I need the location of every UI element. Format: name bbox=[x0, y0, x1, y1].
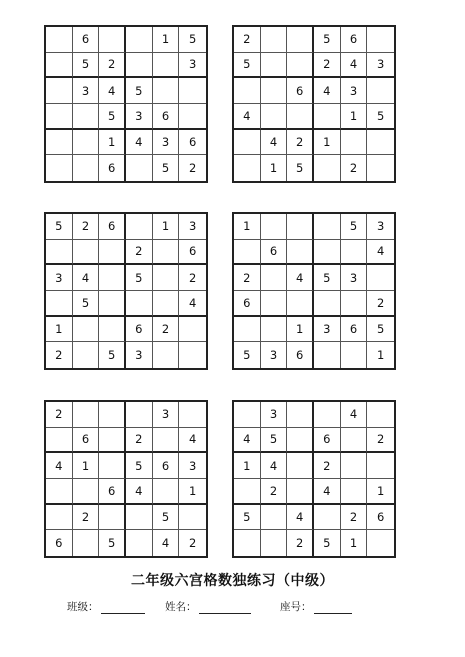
given-cell: 5 bbox=[234, 53, 261, 79]
empty-cell[interactable] bbox=[367, 402, 394, 428]
sudoku-grid-1 bbox=[44, 25, 208, 183]
given-cell: 1 bbox=[341, 530, 368, 556]
given-cell: 3 bbox=[261, 402, 288, 428]
empty-cell[interactable] bbox=[179, 402, 206, 428]
given-cell: 4 bbox=[287, 505, 314, 531]
given-cell: 2 bbox=[234, 265, 261, 291]
empty-cell[interactable] bbox=[314, 214, 341, 240]
empty-cell[interactable] bbox=[367, 530, 394, 556]
empty-cell[interactable] bbox=[46, 505, 73, 531]
empty-cell[interactable] bbox=[46, 240, 73, 266]
empty-cell[interactable] bbox=[287, 27, 314, 53]
given-cell: 2 bbox=[46, 402, 73, 428]
given-cell: 5 bbox=[234, 505, 261, 531]
worksheet-title: 二年级六宫格数独练习（中级） bbox=[131, 573, 334, 589]
empty-cell[interactable] bbox=[234, 130, 261, 156]
given-cell: 1 bbox=[73, 453, 100, 479]
given-cell: 1 bbox=[153, 27, 180, 53]
empty-cell[interactable] bbox=[99, 27, 126, 53]
given-cell: 6 bbox=[287, 342, 314, 368]
empty-cell[interactable] bbox=[153, 291, 180, 317]
empty-cell[interactable] bbox=[367, 27, 394, 53]
given-cell: 5 bbox=[367, 317, 394, 343]
given-cell: 3 bbox=[367, 53, 394, 79]
empty-cell[interactable] bbox=[73, 479, 100, 505]
given-cell: 2 bbox=[73, 214, 100, 240]
given-cell: 3 bbox=[341, 78, 368, 104]
empty-cell[interactable] bbox=[261, 104, 288, 130]
given-cell: 1 bbox=[99, 130, 126, 156]
given-cell: 3 bbox=[46, 265, 73, 291]
empty-cell[interactable] bbox=[153, 479, 180, 505]
empty-cell[interactable] bbox=[179, 78, 206, 104]
given-cell: 4 bbox=[73, 265, 100, 291]
name-blank[interactable] bbox=[199, 603, 251, 614]
given-cell: 5 bbox=[73, 291, 100, 317]
given-cell: 2 bbox=[46, 342, 73, 368]
given-cell: 2 bbox=[153, 317, 180, 343]
empty-cell[interactable] bbox=[261, 505, 288, 531]
empty-cell[interactable] bbox=[126, 530, 153, 556]
given-cell: 4 bbox=[179, 428, 206, 454]
empty-cell[interactable] bbox=[314, 104, 341, 130]
given-cell: 3 bbox=[153, 402, 180, 428]
empty-cell[interactable] bbox=[314, 240, 341, 266]
given-cell: 5 bbox=[179, 27, 206, 53]
given-cell: 5 bbox=[287, 155, 314, 181]
given-cell: 4 bbox=[126, 479, 153, 505]
given-cell: 4 bbox=[341, 53, 368, 79]
empty-cell[interactable] bbox=[73, 342, 100, 368]
given-cell: 6 bbox=[341, 27, 368, 53]
given-cell: 3 bbox=[126, 342, 153, 368]
given-cell: 6 bbox=[153, 453, 180, 479]
empty-cell[interactable] bbox=[153, 240, 180, 266]
given-cell: 6 bbox=[99, 214, 126, 240]
empty-cell[interactable] bbox=[46, 104, 73, 130]
empty-cell[interactable] bbox=[126, 402, 153, 428]
seat-blank[interactable] bbox=[314, 603, 352, 614]
given-cell: 6 bbox=[73, 428, 100, 454]
empty-cell[interactable] bbox=[234, 78, 261, 104]
empty-cell[interactable] bbox=[99, 453, 126, 479]
given-cell: 4 bbox=[99, 78, 126, 104]
empty-cell[interactable] bbox=[99, 428, 126, 454]
given-cell: 5 bbox=[153, 505, 180, 531]
empty-cell[interactable] bbox=[341, 428, 368, 454]
given-cell: 5 bbox=[314, 265, 341, 291]
given-cell: 5 bbox=[314, 530, 341, 556]
given-cell: 4 bbox=[179, 291, 206, 317]
given-cell: 6 bbox=[99, 479, 126, 505]
given-cell: 3 bbox=[179, 53, 206, 79]
empty-cell[interactable] bbox=[179, 104, 206, 130]
given-cell: 5 bbox=[126, 78, 153, 104]
empty-cell[interactable] bbox=[73, 155, 100, 181]
given-cell: 6 bbox=[73, 27, 100, 53]
empty-cell[interactable] bbox=[261, 530, 288, 556]
empty-cell[interactable] bbox=[341, 453, 368, 479]
name-label: 姓名： bbox=[165, 601, 197, 613]
empty-cell[interactable] bbox=[153, 428, 180, 454]
given-cell: 1 bbox=[314, 130, 341, 156]
given-cell: 1 bbox=[287, 317, 314, 343]
empty-cell[interactable] bbox=[46, 130, 73, 156]
empty-cell[interactable] bbox=[99, 291, 126, 317]
given-cell: 1 bbox=[261, 155, 288, 181]
empty-cell[interactable] bbox=[341, 240, 368, 266]
empty-cell[interactable] bbox=[179, 342, 206, 368]
given-cell: 4 bbox=[314, 78, 341, 104]
given-cell: 2 bbox=[179, 265, 206, 291]
empty-cell[interactable] bbox=[126, 214, 153, 240]
empty-cell[interactable] bbox=[287, 214, 314, 240]
given-cell: 5 bbox=[261, 428, 288, 454]
empty-cell[interactable] bbox=[261, 317, 288, 343]
class-field bbox=[67, 599, 145, 614]
name-field bbox=[165, 599, 251, 614]
empty-cell[interactable] bbox=[367, 155, 394, 181]
empty-cell[interactable] bbox=[126, 155, 153, 181]
empty-cell[interactable] bbox=[261, 265, 288, 291]
empty-cell[interactable] bbox=[261, 78, 288, 104]
sudoku-grid-5 bbox=[44, 400, 208, 558]
given-cell: 4 bbox=[287, 265, 314, 291]
empty-cell[interactable] bbox=[73, 240, 100, 266]
given-cell: 1 bbox=[153, 214, 180, 240]
empty-cell[interactable] bbox=[99, 240, 126, 266]
empty-cell[interactable] bbox=[234, 530, 261, 556]
given-cell: 4 bbox=[261, 130, 288, 156]
sudoku-grid-4 bbox=[232, 212, 396, 370]
given-cell: 3 bbox=[153, 130, 180, 156]
empty-cell[interactable] bbox=[46, 155, 73, 181]
empty-cell[interactable] bbox=[234, 155, 261, 181]
empty-cell[interactable] bbox=[287, 428, 314, 454]
given-cell: 3 bbox=[73, 78, 100, 104]
given-cell: 5 bbox=[367, 104, 394, 130]
given-cell: 6 bbox=[153, 104, 180, 130]
empty-cell[interactable] bbox=[314, 505, 341, 531]
given-cell: 4 bbox=[261, 453, 288, 479]
empty-cell[interactable] bbox=[234, 402, 261, 428]
empty-cell[interactable] bbox=[367, 130, 394, 156]
given-cell: 1 bbox=[179, 479, 206, 505]
empty-cell[interactable] bbox=[46, 78, 73, 104]
empty-cell[interactable] bbox=[261, 291, 288, 317]
empty-cell[interactable] bbox=[153, 53, 180, 79]
given-cell: 2 bbox=[287, 130, 314, 156]
empty-cell[interactable] bbox=[99, 402, 126, 428]
empty-cell[interactable] bbox=[153, 78, 180, 104]
empty-cell[interactable] bbox=[46, 27, 73, 53]
sudoku-grid-6 bbox=[232, 400, 396, 558]
empty-cell[interactable] bbox=[367, 78, 394, 104]
given-cell: 1 bbox=[341, 104, 368, 130]
seat-label: 座号： bbox=[280, 601, 312, 613]
empty-cell[interactable] bbox=[341, 291, 368, 317]
given-cell: 1 bbox=[46, 317, 73, 343]
given-cell: 4 bbox=[234, 104, 261, 130]
given-cell: 4 bbox=[46, 453, 73, 479]
given-cell: 2 bbox=[314, 53, 341, 79]
given-cell: 2 bbox=[341, 505, 368, 531]
given-cell: 2 bbox=[188, 161, 197, 176]
empty-cell[interactable] bbox=[46, 479, 73, 505]
empty-cell[interactable] bbox=[73, 317, 100, 343]
given-cell: 6 bbox=[126, 317, 153, 343]
empty-cell[interactable] bbox=[261, 27, 288, 53]
given-cell: 1 bbox=[234, 453, 261, 479]
given-cell: 2 bbox=[367, 291, 394, 317]
empty-cell[interactable] bbox=[314, 342, 341, 368]
empty-cell[interactable] bbox=[73, 104, 100, 130]
given-cell: 2 bbox=[126, 240, 153, 266]
given-cell: 3 bbox=[341, 265, 368, 291]
given-cell: 5 bbox=[314, 27, 341, 53]
given-cell: 2 bbox=[314, 453, 341, 479]
empty-cell[interactable] bbox=[341, 479, 368, 505]
empty-cell[interactable] bbox=[261, 53, 288, 79]
given-cell: 2 bbox=[341, 155, 368, 181]
given-cell: 3 bbox=[179, 214, 206, 240]
empty-cell[interactable] bbox=[287, 479, 314, 505]
empty-cell[interactable] bbox=[287, 240, 314, 266]
given-cell: 2 bbox=[99, 53, 126, 79]
given-cell: 4 bbox=[153, 530, 180, 556]
empty-cell[interactable] bbox=[153, 265, 180, 291]
given-cell: 6 bbox=[46, 530, 73, 556]
given-cell: 2 bbox=[188, 536, 197, 551]
class-blank[interactable] bbox=[101, 603, 145, 614]
empty-cell[interactable] bbox=[341, 342, 368, 368]
given-cell: 6 bbox=[261, 240, 288, 266]
given-cell: 5 bbox=[99, 104, 126, 130]
given-cell: 5 bbox=[46, 214, 73, 240]
given-cell: 2 bbox=[73, 505, 100, 531]
empty-cell[interactable] bbox=[234, 479, 261, 505]
empty-cell[interactable] bbox=[314, 155, 341, 181]
given-cell: 5 bbox=[153, 155, 180, 181]
given-cell: 6 bbox=[367, 505, 394, 531]
given-cell: 6 bbox=[341, 317, 368, 343]
class-label: 班级： bbox=[67, 601, 99, 613]
empty-cell[interactable] bbox=[126, 27, 153, 53]
given-cell: 6 bbox=[179, 130, 206, 156]
given-cell: 2 bbox=[234, 27, 261, 53]
given-cell: 6 bbox=[99, 155, 126, 181]
given-cell: 3 bbox=[314, 317, 341, 343]
given-cell: 5 bbox=[99, 530, 126, 556]
given-cell: 2 bbox=[261, 479, 288, 505]
given-cell: 2 bbox=[287, 530, 314, 556]
given-cell: 2 bbox=[367, 428, 394, 454]
given-cell: 3 bbox=[126, 104, 153, 130]
given-cell: 1 bbox=[234, 214, 261, 240]
given-cell: 4 bbox=[126, 130, 153, 156]
empty-cell[interactable] bbox=[287, 453, 314, 479]
given-cell: 6 bbox=[234, 291, 261, 317]
given-cell: 3 bbox=[179, 453, 206, 479]
given-cell: 1 bbox=[376, 348, 385, 363]
empty-cell[interactable] bbox=[314, 291, 341, 317]
empty-cell[interactable] bbox=[46, 53, 73, 79]
given-cell: 5 bbox=[99, 342, 126, 368]
empty-cell[interactable] bbox=[99, 317, 126, 343]
empty-cell[interactable] bbox=[367, 265, 394, 291]
given-cell: 2 bbox=[126, 428, 153, 454]
sudoku-grid-3 bbox=[44, 212, 208, 370]
given-cell: 4 bbox=[367, 240, 394, 266]
empty-cell[interactable] bbox=[234, 317, 261, 343]
given-cell: 4 bbox=[314, 479, 341, 505]
given-cell: 1 bbox=[367, 479, 394, 505]
given-cell: 5 bbox=[234, 342, 261, 368]
given-cell: 3 bbox=[261, 342, 288, 368]
empty-cell[interactable] bbox=[179, 317, 206, 343]
empty-cell[interactable] bbox=[99, 505, 126, 531]
given-cell: 6 bbox=[314, 428, 341, 454]
empty-cell[interactable] bbox=[287, 402, 314, 428]
given-cell: 3 bbox=[367, 214, 394, 240]
empty-cell[interactable] bbox=[126, 53, 153, 79]
empty-cell[interactable] bbox=[126, 505, 153, 531]
empty-cell[interactable] bbox=[287, 291, 314, 317]
empty-cell[interactable] bbox=[46, 291, 73, 317]
empty-cell[interactable] bbox=[261, 214, 288, 240]
empty-cell[interactable] bbox=[314, 402, 341, 428]
empty-cell[interactable] bbox=[367, 453, 394, 479]
empty-cell[interactable] bbox=[126, 291, 153, 317]
empty-cell[interactable] bbox=[99, 265, 126, 291]
empty-cell[interactable] bbox=[73, 130, 100, 156]
empty-cell[interactable] bbox=[287, 53, 314, 79]
empty-cell[interactable] bbox=[234, 240, 261, 266]
given-cell: 6 bbox=[179, 240, 206, 266]
given-cell: 5 bbox=[73, 53, 100, 79]
empty-cell[interactable] bbox=[153, 342, 180, 368]
given-cell: 5 bbox=[126, 453, 153, 479]
given-cell: 5 bbox=[126, 265, 153, 291]
given-cell: 4 bbox=[341, 402, 368, 428]
empty-cell[interactable] bbox=[73, 530, 100, 556]
given-cell: 6 bbox=[287, 78, 314, 104]
sudoku-grid-2 bbox=[232, 25, 396, 183]
empty-cell[interactable] bbox=[179, 505, 206, 531]
empty-cell[interactable] bbox=[287, 104, 314, 130]
given-cell: 4 bbox=[234, 428, 261, 454]
empty-cell[interactable] bbox=[341, 130, 368, 156]
given-cell: 5 bbox=[341, 214, 368, 240]
empty-cell[interactable] bbox=[46, 428, 73, 454]
seat-field bbox=[280, 599, 352, 614]
empty-cell[interactable] bbox=[73, 402, 100, 428]
